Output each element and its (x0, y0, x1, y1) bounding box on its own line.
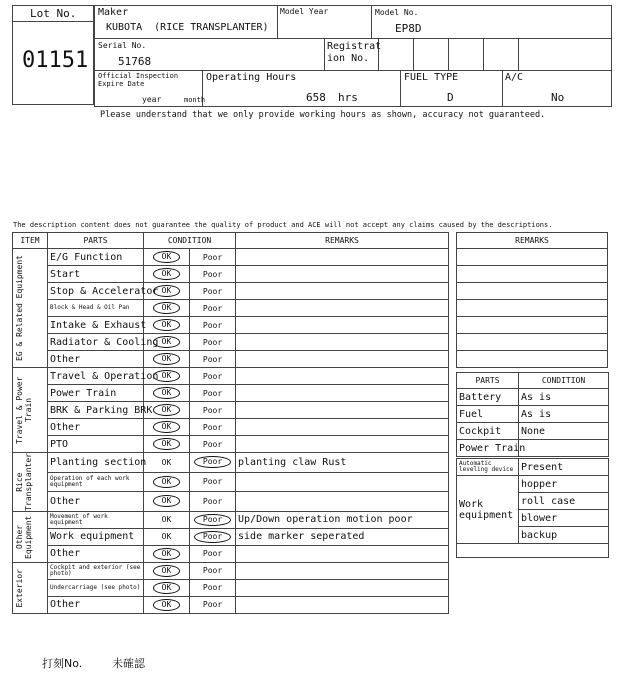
poor-cell[interactable] (190, 545, 236, 562)
leveling-label: Automatic leveling device (457, 459, 519, 476)
item-group-text: Other Equipment (15, 515, 33, 559)
part-cell: Planting section (48, 453, 144, 473)
poor-option[interactable]: Poor (202, 583, 223, 593)
lot-label: Lot No. (30, 7, 77, 20)
remark-cell (236, 266, 449, 283)
parts-condition: As is (519, 389, 609, 406)
poor-cell[interactable] (190, 453, 236, 473)
remark-cell: side marker seperated (236, 528, 449, 545)
item-group-label (13, 511, 48, 562)
right-remarks-row (457, 266, 608, 283)
poor-cell[interactable] (190, 579, 236, 596)
poor-cell[interactable] (190, 562, 236, 579)
part-cell: Cockpit and exterior (see photo) (48, 562, 144, 579)
parts-name: Battery (457, 389, 519, 406)
poor-option[interactable]: Poor (202, 549, 223, 559)
remark-cell (236, 492, 449, 512)
poor-option[interactable]: Poor (194, 531, 231, 543)
ok-cell[interactable] (144, 266, 190, 283)
poor-option[interactable]: Poor (194, 514, 231, 526)
ok-option[interactable]: OK (153, 370, 181, 382)
operating-label: Operating Hours (206, 72, 297, 83)
remark-cell (236, 472, 449, 492)
parts-row (457, 423, 609, 440)
part-cell: Radiator & Cooling (48, 334, 144, 351)
ok-option[interactable]: OK (161, 457, 172, 467)
official-label: Official Inspection Expire Date (98, 72, 179, 88)
work-equipment-value: roll case (519, 493, 609, 510)
poor-option[interactable]: Poor (202, 320, 223, 330)
ok-option[interactable]: OK (153, 495, 181, 507)
table-row (13, 402, 449, 419)
ok-cell[interactable] (144, 419, 190, 436)
parts-header: PARTS (457, 373, 519, 389)
table-row (13, 562, 449, 579)
poor-option[interactable]: Poor (202, 388, 223, 398)
poor-cell[interactable] (190, 249, 236, 266)
right-remarks-row (457, 249, 608, 266)
poor-cell[interactable] (190, 351, 236, 368)
table-row (13, 385, 449, 402)
poor-option[interactable]: Poor (202, 337, 223, 347)
poor-cell[interactable] (190, 385, 236, 402)
table-row (13, 596, 449, 613)
remark-cell (236, 596, 449, 613)
part-cell: Work equipment (48, 528, 144, 545)
right-remarks-table (456, 232, 608, 368)
poor-option[interactable]: Poor (202, 496, 223, 506)
ok-cell[interactable] (144, 472, 190, 492)
poor-option[interactable]: Poor (202, 422, 223, 432)
poor-cell[interactable] (190, 300, 236, 317)
header-parts: PARTS (48, 233, 144, 249)
table-row (13, 492, 449, 512)
condition-table (12, 232, 449, 614)
year-label: year (142, 95, 162, 104)
stamp-value: 未確認 (112, 657, 145, 670)
poor-option[interactable]: Poor (202, 269, 223, 279)
ok-option[interactable]: OK (153, 404, 181, 416)
ok-option[interactable]: OK (153, 285, 181, 297)
header-item: ITEM (13, 233, 48, 249)
ac-value: No (551, 91, 565, 104)
ok-option[interactable]: OK (153, 599, 181, 611)
stamp-label: 打刻No. (42, 657, 83, 670)
poor-cell[interactable] (190, 511, 236, 528)
poor-cell[interactable] (190, 419, 236, 436)
poor-cell[interactable] (190, 528, 236, 545)
item-group-text: Rice Transplanter (15, 453, 33, 511)
table-row (13, 351, 449, 368)
table-row (13, 283, 449, 300)
part-cell: Other (48, 545, 144, 562)
table-row (13, 419, 449, 436)
remark-cell (236, 562, 449, 579)
ok-cell[interactable] (144, 453, 190, 473)
ok-cell[interactable] (144, 492, 190, 512)
model-no-label: Model No. (375, 8, 419, 17)
poor-option[interactable]: Poor (202, 303, 223, 313)
serial-label: Serial No. (98, 41, 147, 50)
serial-value: 51768 (118, 55, 152, 68)
poor-cell[interactable] (190, 317, 236, 334)
remark-cell (236, 317, 449, 334)
remark-cell (236, 419, 449, 436)
poor-option[interactable]: Poor (202, 252, 223, 262)
remark-cell (236, 249, 449, 266)
ok-option[interactable]: OK (153, 302, 181, 314)
ok-option[interactable]: OK (161, 515, 172, 525)
ok-cell[interactable] (144, 596, 190, 613)
remark-cell (236, 402, 449, 419)
disclaimer: The description content does not guarantee the quality of product and ACE will not accept any claims caused by the descriptions. (13, 221, 553, 229)
item-group-text: Exterior (15, 568, 24, 608)
ok-cell[interactable] (144, 579, 190, 596)
part-cell: PTO (48, 436, 144, 453)
item-group-label (13, 453, 48, 512)
table-row (13, 249, 449, 266)
work-equipment-value: backup (519, 527, 609, 544)
poor-cell[interactable] (190, 596, 236, 613)
right-remarks-row (457, 283, 608, 300)
poor-option[interactable]: Poor (202, 566, 223, 576)
right-remarks-row (457, 317, 608, 334)
lot-value: 01151 (22, 48, 89, 73)
part-cell: Other (48, 419, 144, 436)
right-remarks-row (457, 334, 608, 351)
poor-option[interactable]: Poor (202, 405, 223, 415)
ok-option[interactable]: OK (153, 565, 181, 577)
poor-cell[interactable] (190, 472, 236, 492)
part-cell: Power Train (48, 385, 144, 402)
ok-cell[interactable] (144, 528, 190, 545)
parts-name: Power Train (457, 440, 519, 457)
maker-value: KUBOTA (RICE TRANSPLANTER) (106, 22, 269, 33)
poor-cell[interactable] (190, 402, 236, 419)
ok-option[interactable]: OK (153, 336, 181, 348)
poor-option[interactable]: Poor (202, 371, 223, 381)
operating-unit: hrs (338, 91, 358, 104)
work-equipment-label: Work equipment (457, 476, 519, 544)
ok-option[interactable]: OK (153, 251, 181, 263)
leveling-value: Present (519, 459, 609, 476)
table-row (13, 368, 449, 385)
ok-cell[interactable] (144, 300, 190, 317)
part-cell: Stop & Accelerator (48, 283, 144, 300)
hours-note: Please understand that we only provide working hours as shown, accuracy not guaranteed. (100, 110, 546, 120)
parts-condition-header: CONDITION (519, 373, 609, 389)
part-cell: Operation of each work equipment (48, 472, 144, 492)
operating-value: 658 (306, 91, 326, 104)
ok-option[interactable]: OK (153, 582, 181, 594)
part-cell: Movement of work equipment (48, 511, 144, 528)
remark-cell (236, 385, 449, 402)
remark-cell (236, 334, 449, 351)
part-cell: Other (48, 351, 144, 368)
poor-option[interactable]: Poor (202, 600, 223, 610)
poor-cell[interactable] (190, 283, 236, 300)
poor-cell[interactable] (190, 266, 236, 283)
table-row (13, 528, 449, 545)
part-cell: Start (48, 266, 144, 283)
ac-label: A/C (505, 72, 524, 83)
remark-cell (236, 283, 449, 300)
remark-cell (236, 300, 449, 317)
remark-cell (236, 436, 449, 453)
parts-name: Cockpit (457, 423, 519, 440)
ok-cell[interactable] (144, 436, 190, 453)
part-cell: E/G Function (48, 249, 144, 266)
right-remarks-row (457, 300, 608, 317)
remark-cell: planting claw Rust (236, 453, 449, 473)
ok-cell[interactable] (144, 351, 190, 368)
item-group-label (13, 562, 48, 613)
table-row (13, 266, 449, 283)
poor-option[interactable]: Poor (202, 477, 223, 487)
maker-label: Maker (98, 7, 129, 18)
fuel-label: FUEL TYPE (404, 72, 459, 83)
table-row (13, 317, 449, 334)
part-cell: Other (48, 596, 144, 613)
right-remarks-header: REMARKS (457, 233, 608, 249)
ok-cell[interactable] (144, 562, 190, 579)
poor-option[interactable]: Poor (194, 456, 231, 468)
ok-cell[interactable] (144, 385, 190, 402)
table-row (13, 453, 449, 473)
ok-option[interactable]: OK (161, 532, 172, 542)
item-group-text: Travel & Power Train (15, 376, 33, 444)
table-row (13, 511, 449, 528)
parts-row (457, 406, 609, 423)
ok-option[interactable]: OK (153, 353, 181, 365)
ok-cell[interactable] (144, 317, 190, 334)
registration-label: Registrat ion No. (327, 41, 382, 64)
item-group-label (13, 368, 48, 453)
ok-cell[interactable] (144, 249, 190, 266)
remark-cell (236, 579, 449, 596)
poor-cell[interactable] (190, 436, 236, 453)
remark-cell: Up/Down operation motion poor (236, 511, 449, 528)
table-row (13, 545, 449, 562)
header-remarks: REMARKS (236, 233, 449, 249)
remark-cell (236, 351, 449, 368)
item-group-text: EG & Related Equipment (15, 255, 24, 361)
ok-option[interactable]: OK (153, 476, 181, 488)
month-label: month (184, 96, 206, 104)
fuel-value: D (447, 91, 454, 104)
table-row (13, 334, 449, 351)
ok-option[interactable]: OK (153, 438, 181, 450)
table-row (13, 300, 449, 317)
ok-cell[interactable] (144, 545, 190, 562)
table-row (13, 436, 449, 453)
ok-option[interactable]: OK (153, 319, 181, 331)
ok-option[interactable]: OK (153, 548, 181, 560)
parts-row (457, 440, 609, 457)
part-cell: Undercarriage (see photo) (48, 579, 144, 596)
part-cell: Travel & Operation (48, 368, 144, 385)
poor-option[interactable]: Poor (202, 439, 223, 449)
parts-condition (519, 440, 609, 457)
remark-cell (236, 368, 449, 385)
table-row (13, 472, 449, 492)
header-condition: CONDITION (144, 233, 236, 249)
equipment-empty-row (457, 544, 609, 558)
parts-row (457, 389, 609, 406)
part-cell: Block & Head & Oil Pan (48, 300, 144, 317)
remark-cell (236, 545, 449, 562)
parts-condition: As is (519, 406, 609, 423)
poor-cell[interactable] (190, 368, 236, 385)
part-cell: Intake & Exhaust (48, 317, 144, 334)
part-cell: Other (48, 492, 144, 512)
poor-cell[interactable] (190, 334, 236, 351)
ok-option[interactable]: OK (153, 387, 181, 399)
poor-option[interactable]: Poor (202, 286, 223, 296)
parts-condition: None (519, 423, 609, 440)
poor-cell[interactable] (190, 492, 236, 512)
model-year-label: Model Year (280, 7, 329, 16)
work-equipment-value: blower (519, 510, 609, 527)
item-group-label (13, 249, 48, 368)
ok-option[interactable]: OK (153, 268, 181, 280)
table-row (13, 579, 449, 596)
right-remarks-row (457, 351, 608, 368)
parts-table (456, 372, 609, 457)
parts-name: Fuel (457, 406, 519, 423)
ok-cell[interactable] (144, 511, 190, 528)
work-equipment-value: hopper (519, 476, 609, 493)
ok-option[interactable]: OK (153, 421, 181, 433)
equipment-table (456, 458, 609, 558)
model-no-value: EP8D (395, 22, 422, 35)
poor-option[interactable]: Poor (202, 354, 223, 364)
part-cell: BRK & Parking BRK (48, 402, 144, 419)
